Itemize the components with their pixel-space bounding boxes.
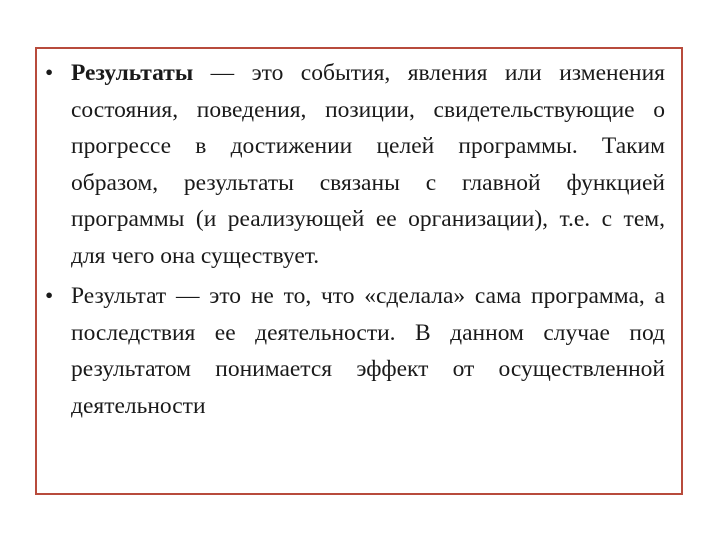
bullet-text: — это события, явления или изменения состояния, поведения, позиции, свидетельствующие о прогрессе в достижении целей программы. Таким образом, результаты связаны с главной функцией программы (и реализующей ее организации), т.е. с тем, для чего она существует. [71,60,665,269]
bold-term: Результаты [71,60,194,86]
bullet-text: Результат — это не то, что «сделала» сама программа, а последствия ее деятельности. В данном случае под результатом понимается эффект от осуществленной деятельности [71,283,665,419]
bullet-icon: • [45,283,54,309]
bullet-list [37,55,681,428]
bullet-icon: • [45,60,54,86]
bullet-item-result-consequence [37,278,681,424]
bullet-item-results-definition [37,55,681,274]
slide-frame [35,47,683,495]
